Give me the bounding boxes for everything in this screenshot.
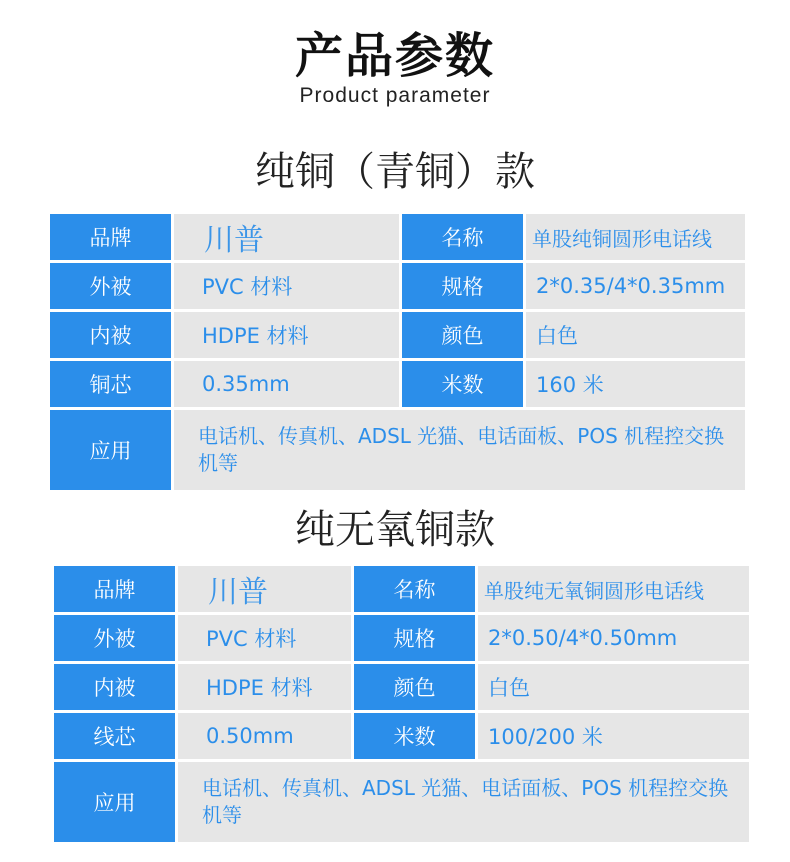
value-outer-sheath: PVC 材料 [178, 615, 351, 661]
page-title: 产品参数 [294, 28, 495, 84]
spec-table-oxygen-free [54, 566, 749, 842]
key-application: 应用 [54, 762, 175, 842]
key-outer-sheath: 外被 [54, 615, 175, 661]
key-brand: 品牌 [54, 566, 175, 612]
value-name: 单股纯铜圆形电话线 [526, 214, 745, 260]
value-spec: 2*0.50/4*0.50mm [478, 615, 749, 661]
value-outer-sheath: PVC 材料 [174, 263, 399, 309]
key-inner-sheath: 内被 [54, 664, 175, 710]
value-core: 0.35mm [174, 361, 399, 407]
value-length: 160 米 [526, 361, 745, 407]
key-core: 线芯 [54, 713, 175, 759]
key-color: 颜色 [402, 312, 523, 358]
page-subtitle: Product parameter [299, 84, 491, 107]
value-brand: 川普 [178, 566, 351, 612]
value-brand: 川普 [174, 214, 399, 260]
key-application: 应用 [50, 410, 171, 490]
value-application: 电话机、传真机、ADSL 光猫、电话面板、POS 机程控交换机等 [178, 762, 749, 842]
key-name: 名称 [354, 566, 475, 612]
key-length: 米数 [402, 361, 523, 407]
value-inner-sheath: HDPE 材料 [174, 312, 399, 358]
key-color: 颜色 [354, 664, 475, 710]
value-spec: 2*0.35/4*0.35mm [526, 263, 745, 309]
value-application: 电话机、传真机、ADSL 光猫、电话面板、POS 机程控交换机等 [174, 410, 745, 490]
value-color: 白色 [478, 664, 749, 710]
key-core: 铜芯 [50, 361, 171, 407]
key-name: 名称 [402, 214, 523, 260]
key-brand: 品牌 [50, 214, 171, 260]
section-title-bronze: 纯铜（青铜）款 [255, 149, 535, 195]
key-inner-sheath: 内被 [50, 312, 171, 358]
spec-table-bronze [50, 214, 745, 490]
value-color: 白色 [526, 312, 745, 358]
value-inner-sheath: HDPE 材料 [178, 664, 351, 710]
value-length: 100/200 米 [478, 713, 749, 759]
value-core: 0.50mm [178, 713, 351, 759]
section-title-oxygen-free: 纯无氧铜款 [295, 507, 495, 553]
value-name: 单股纯无氧铜圆形电话线 [478, 566, 749, 612]
key-spec: 规格 [354, 615, 475, 661]
key-spec: 规格 [402, 263, 523, 309]
key-outer-sheath: 外被 [50, 263, 171, 309]
key-length: 米数 [354, 713, 475, 759]
